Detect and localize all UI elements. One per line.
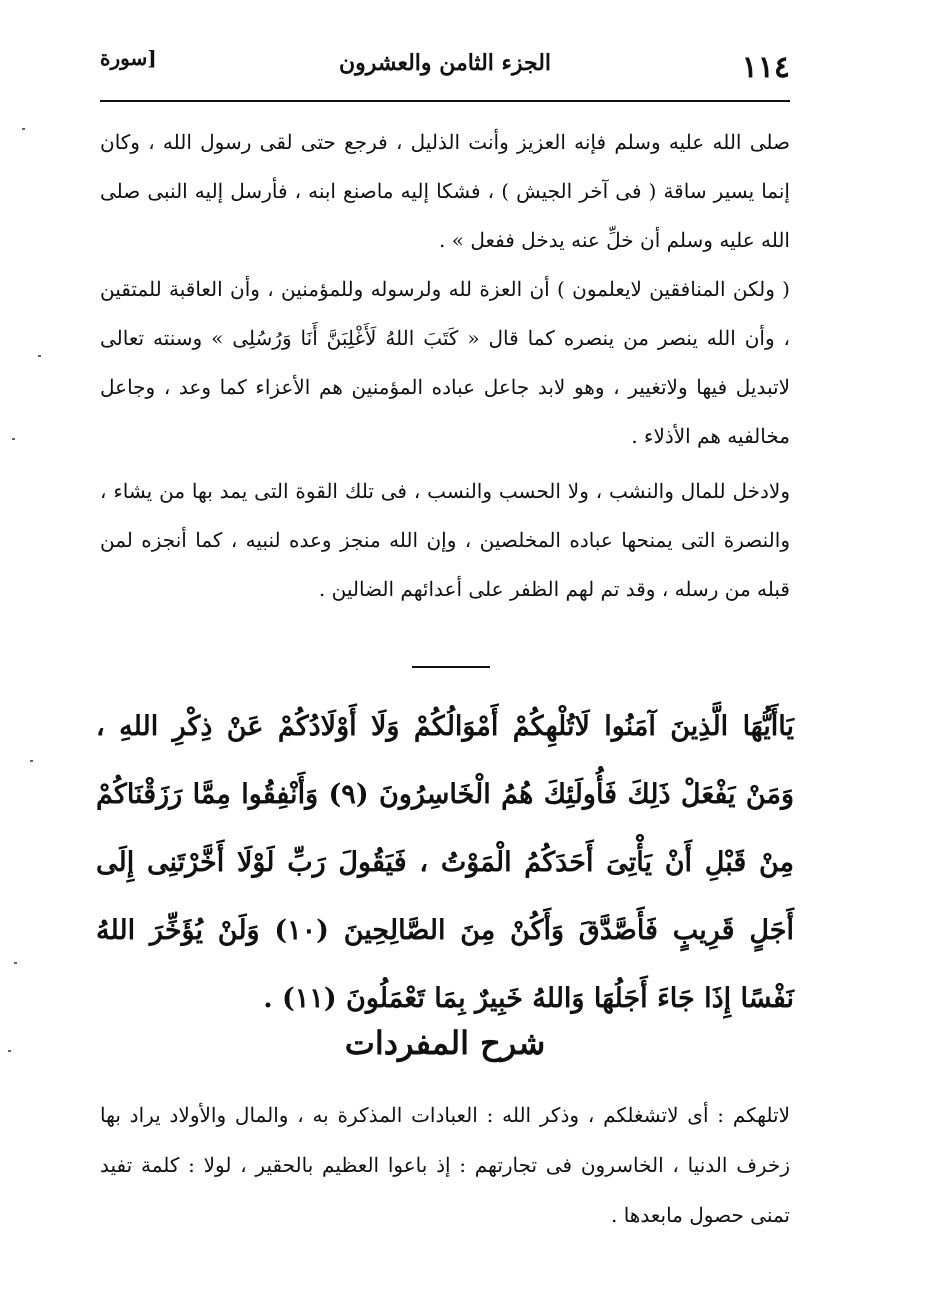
section-heading: شرح المفردات — [344, 1024, 546, 1062]
scan-speck — [22, 128, 25, 130]
scan-speck — [38, 355, 41, 357]
commentary-paragraph: صلى الله عليه وسلم فإنه العزيز وأنت الذليل ، فرجع حتى لقى رسول الله ، وكان إنما يسير ساقة ( فى آخر الجيش ) ، فشكا إليه ماصنع ابنه ، فأرسل إليه النبى صلى الله عليه وسلم أن خلِّ عنه يدخل ففعل » . — [100, 130, 790, 252]
scan-speck — [14, 962, 17, 964]
quran-verses: يَاأَيُّهَا الَّذِينَ آمَنُوا لَاتُلْهِكُمْ أَمْوَالُكُمْ وَلَا أَوْلَادُكُمْ عَنْ ذِكْرِ اللهِ ، وَمَنْ يَفْعَلْ ذَلِكَ فَأُولَئِكَ هُمُ الْخَاسِرُونَ (٩) وَأَنْفِقُوا مِمَّا رَزَقْنَاكُمْ مِنْ قَبْلِ أَنْ يَأْتِىَ أَحَدَكُمُ الْمَوْتُ ، فَيَقُولَ رَبِّ لَوْلَا أَخَّرْتَنِى إِلَى أَجَلٍ قَرِيبٍ فَأَصَّدَّقَ وَأَكُنْ مِنَ الصَّالِحِينَ (١٠) وَلَنْ يُؤَخِّرَ اللهُ نَفْسًا إِذَا جَاءَ أَجَلُهَا وَاللهُ خَبِيرٌ بِمَا تَعْمَلُونَ (١١) . — [96, 711, 794, 1014]
glossary-paragraph: لاتلهكم : أى لاتشغلكم ، وذكر الله : العبادات المذكرة به ، والمال والأولاد يراد بها زخرف الدنيا ، الخاسرون فى تجارتهم : إذ باعوا العظيم بالحقير ، لولا : كلمة تفيد تمنى حصول مابعدها . — [100, 1103, 790, 1227]
scan-speck — [30, 760, 33, 762]
header-rule — [100, 100, 790, 102]
scan-speck — [12, 438, 15, 440]
section-separator — [412, 666, 490, 668]
page-header — [100, 38, 790, 98]
surah-name: [سورة — [100, 46, 157, 70]
commentary-paragraph: ولادخل للمال والنشب ، ولا الحسب والنسب ، فى تلك القوة التى يمد بها من يشاء ، والنصرة التى يمنحها عباده المخلصين ، وإن الله منجز وعده لنبيه ، كما أنجزه لمن قبله من رسله ، وقد تم لهم الظفر على أعدائهم الضالين . — [100, 479, 790, 601]
commentary-body — [100, 118, 790, 614]
page-number: ١١٤ — [741, 50, 790, 85]
glossary-body — [100, 1090, 790, 1240]
scan-speck — [8, 1050, 11, 1052]
commentary-paragraph: ( ولكن المنافقين لايعلمون ) أن العزة لله ولرسوله وللمؤمنين ، وأن العاقبة للمتقين ، وأن الله ينصر من ينصره كما قال « كَتَبَ اللهُ لَأَغْلِبَنَّ أَنَا وَرُسُلِى » وسنته تعالى لاتبديل فيها ولاتغيير ، وهو لابد جاعل عباده المؤمنين هم الأعزاء كما وعد ، وجاعل مخالفيه هم الأذلاء . — [100, 277, 790, 448]
running-title: الجزء الثامن والعشرون — [338, 50, 552, 76]
